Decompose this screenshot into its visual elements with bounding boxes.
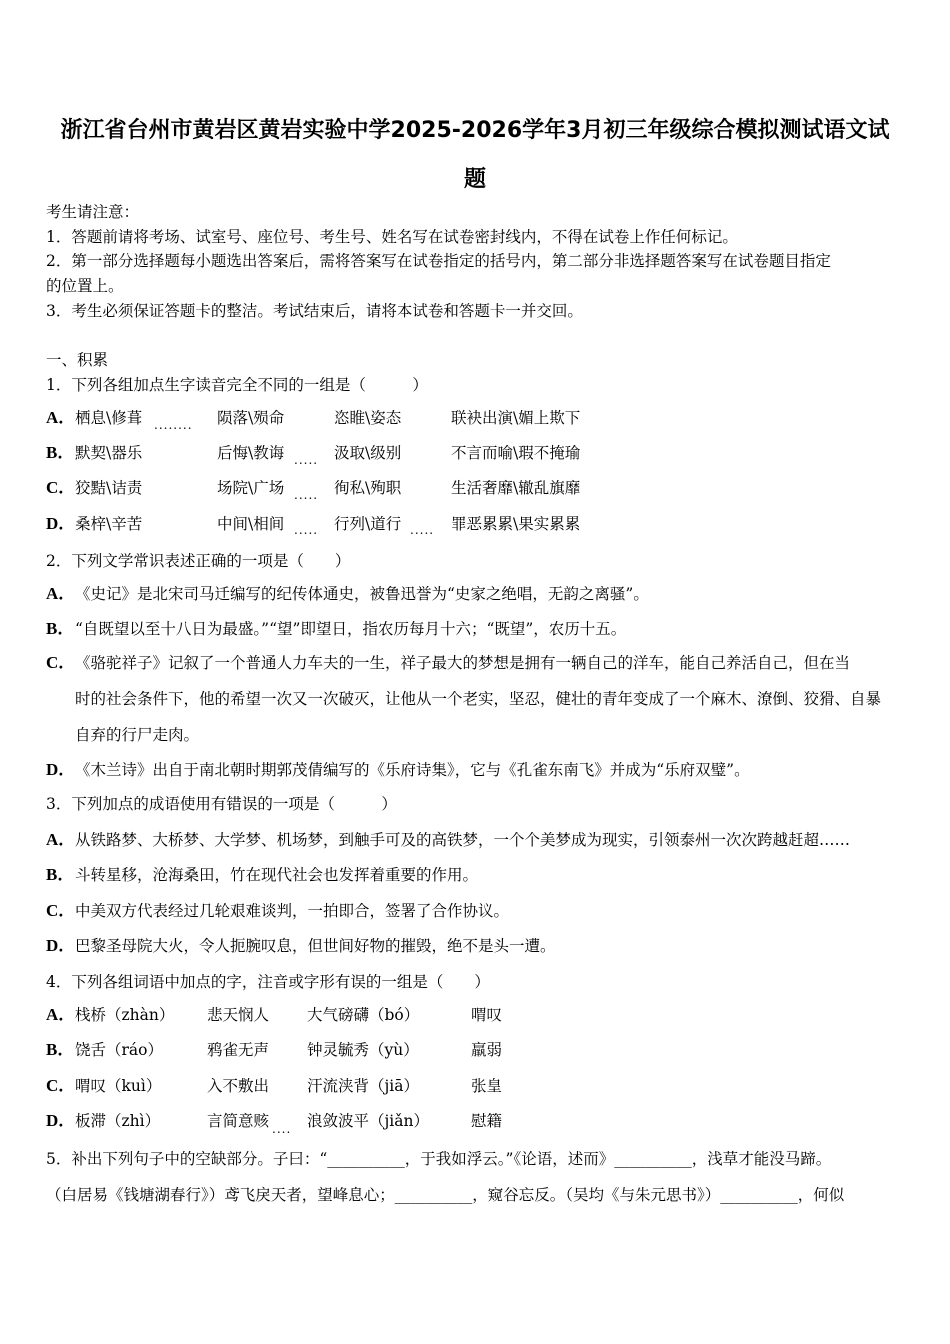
option-label: C． [46, 901, 76, 920]
option-label: D． [46, 514, 76, 533]
option-cell: 鸦雀无声 [207, 1041, 270, 1059]
option-label: D． [46, 1111, 76, 1130]
option-cell: 默契\器乐 [75, 444, 143, 462]
option-cell: 狡黠\诘责 [75, 479, 143, 497]
option-label: A． [46, 1005, 76, 1024]
option-text: “自既望以至十八日为最盛。”“望”即望日，指农历每月十六；“既望”，农历十五。 [75, 620, 627, 638]
emphasis-dots: ..... [410, 523, 435, 537]
option-label: D． [46, 936, 76, 955]
option-cell: 徇私\殉职 [334, 479, 402, 497]
option-cell: 恣睢\姿态 [334, 409, 402, 427]
notice-item: 3．考生必须保证答题卡的整洁。考试结束后，请将本试卷和答题卡一并交回。 [46, 302, 583, 320]
option-cell: 喟叹 [471, 1006, 503, 1024]
option-text: 中美双方代表经过几轮艰难谈判，一拍即合，签署了合作协议。 [75, 902, 510, 920]
emphasis-dots: ..... [294, 523, 319, 537]
notice-item: 2．第一部分选择题每小题选出答案后，需将答案写在试卷指定的括号内，第二部分非选择题答案写在试卷题目指定 [46, 252, 831, 270]
option-cell: 钟灵毓秀（yù） [307, 1041, 419, 1059]
option-cell: 罪恶累累\果实累累 [451, 515, 581, 533]
option-cell: 羸弱 [471, 1041, 503, 1059]
option-label: B． [46, 619, 75, 638]
emphasis-dots: ..... [294, 453, 319, 467]
option-cell: 浪敛波平（jiǎn） [307, 1112, 429, 1130]
question-2-stem: 2．下列文学常识表述正确的一项是（ ） [46, 552, 351, 570]
option-label: B． [46, 865, 75, 884]
question-4-stem: 4．下列各组词语中加点的字，注音或字形有误的一组是（ ） [46, 973, 490, 991]
question-3-stem: 3．下列加点的成语使用有错误的一项是（ ） [46, 795, 397, 813]
question-1-stem: 1．下列各组加点生字读音完全不同的一组是（ ） [46, 376, 428, 394]
emphasis-dots: ..... [294, 488, 319, 502]
option-cell: 生活奢靡\辙乱旗靡 [451, 479, 581, 497]
option-cell: 场院\广场 [217, 479, 285, 497]
option-cell: 悲天悯人 [207, 1006, 270, 1024]
option-cell: 行列\道行 [334, 515, 402, 533]
option-cell: 入不敷出 [207, 1077, 270, 1095]
notice-item: 1．答题前请将考场、试室号、座位号、考生号、姓名写在试卷密封线内，不得在试卷上作任何标记。 [46, 228, 738, 246]
option-cell: 桑梓\辛苦 [75, 515, 143, 533]
option-cell: 喟叹（kuì） [75, 1077, 162, 1095]
option-label: C． [46, 1076, 76, 1095]
notice-heading: 考生请注意： [46, 203, 140, 221]
option-text: 《骆驼祥子》记叙了一个普通人力车夫的一生，祥子最大的梦想是拥有一辆自己的洋车，能自己养活自己，但在当 [75, 654, 851, 672]
option-text: 从铁路梦、大桥梦、大学梦、机场梦，到触手可及的高铁梦，一个个美梦成为现实，引领泰州一次次跨越赶超…… [75, 831, 851, 849]
option-label: C． [46, 478, 76, 497]
option-text: 《史记》是北宋司马迁编写的纪传体通史，被鲁迅誉为“史家之绝唱，无韵之离骚”。 [75, 585, 649, 603]
option-cell: 陨落\殒命 [217, 409, 285, 427]
question-5-line: （白居易《钱塘湖春行》）鸢飞戾天者，望峰息心；__________，窥谷忘反。（吴均《与朱元思书》）__________，何似 [46, 1186, 845, 1204]
option-text: 斗转星移，沧海桑田，竹在现代社会也发挥着重要的作用。 [75, 866, 479, 884]
option-text: 《木兰诗》出自于南北朝时期郭茂倩编写的《乐府诗集》，它与《孔雀东南飞》并成为“乐府双璧”。 [75, 761, 750, 779]
option-cell: 联袂出演\媚上欺下 [451, 409, 581, 427]
option-cell: 汲取\级别 [334, 444, 402, 462]
option-cell: 饶舌（ráo） [75, 1041, 163, 1059]
option-cell: 张皇 [471, 1077, 503, 1095]
option-cell: 不言而喻\瑕不掩瑜 [451, 444, 581, 462]
option-label: A． [46, 830, 76, 849]
option-cell: 中间\相间 [217, 515, 285, 533]
option-cell: 板滞（zhì） [75, 1112, 161, 1130]
emphasis-dots: ........ [154, 418, 193, 432]
option-text: 时的社会条件下，他的希望一次又一次破灭，让他从一个老实，坚忍，健壮的青年变成了一个麻木、潦倒、狡猾、自暴 [75, 690, 882, 708]
option-cell: 慰籍 [471, 1112, 503, 1130]
option-label: B． [46, 1040, 75, 1059]
question-5-line: 5．补出下列句子中的空缺部分。子曰：“__________，于我如浮云。”《论语，述而》__________，浅草才能没马蹄。 [46, 1150, 832, 1168]
option-label: B． [46, 443, 75, 462]
option-cell: 栖息\修葺 [75, 409, 143, 427]
option-cell: 言简意赅 [207, 1112, 270, 1130]
title-line-1: 浙江省台州市黄岩区黄岩实验中学2025-2026学年3月初三年级综合模拟测试语文试 [60, 118, 890, 143]
section-heading: 一、积累 [46, 351, 109, 369]
notice-item: 的位置上。 [46, 277, 124, 295]
option-cell: 栈桥（zhàn） [75, 1006, 175, 1024]
emphasis-dots: .... [272, 1122, 292, 1136]
title-line-2: 题 [463, 167, 486, 192]
option-cell: 后悔\教诲 [217, 444, 285, 462]
option-text: 巴黎圣母院大火，令人扼腕叹息，但世间好物的摧毁，绝不是头一遭。 [75, 937, 556, 955]
option-label: C． [46, 653, 76, 672]
option-label: D． [46, 760, 76, 779]
option-cell: 大气磅礴（bó） [307, 1006, 420, 1024]
option-text: 自弃的行尸走肉。 [75, 726, 200, 744]
option-label: A． [46, 408, 76, 427]
option-label: A． [46, 584, 76, 603]
option-cell: 汗流浃背（jiā） [307, 1077, 420, 1095]
